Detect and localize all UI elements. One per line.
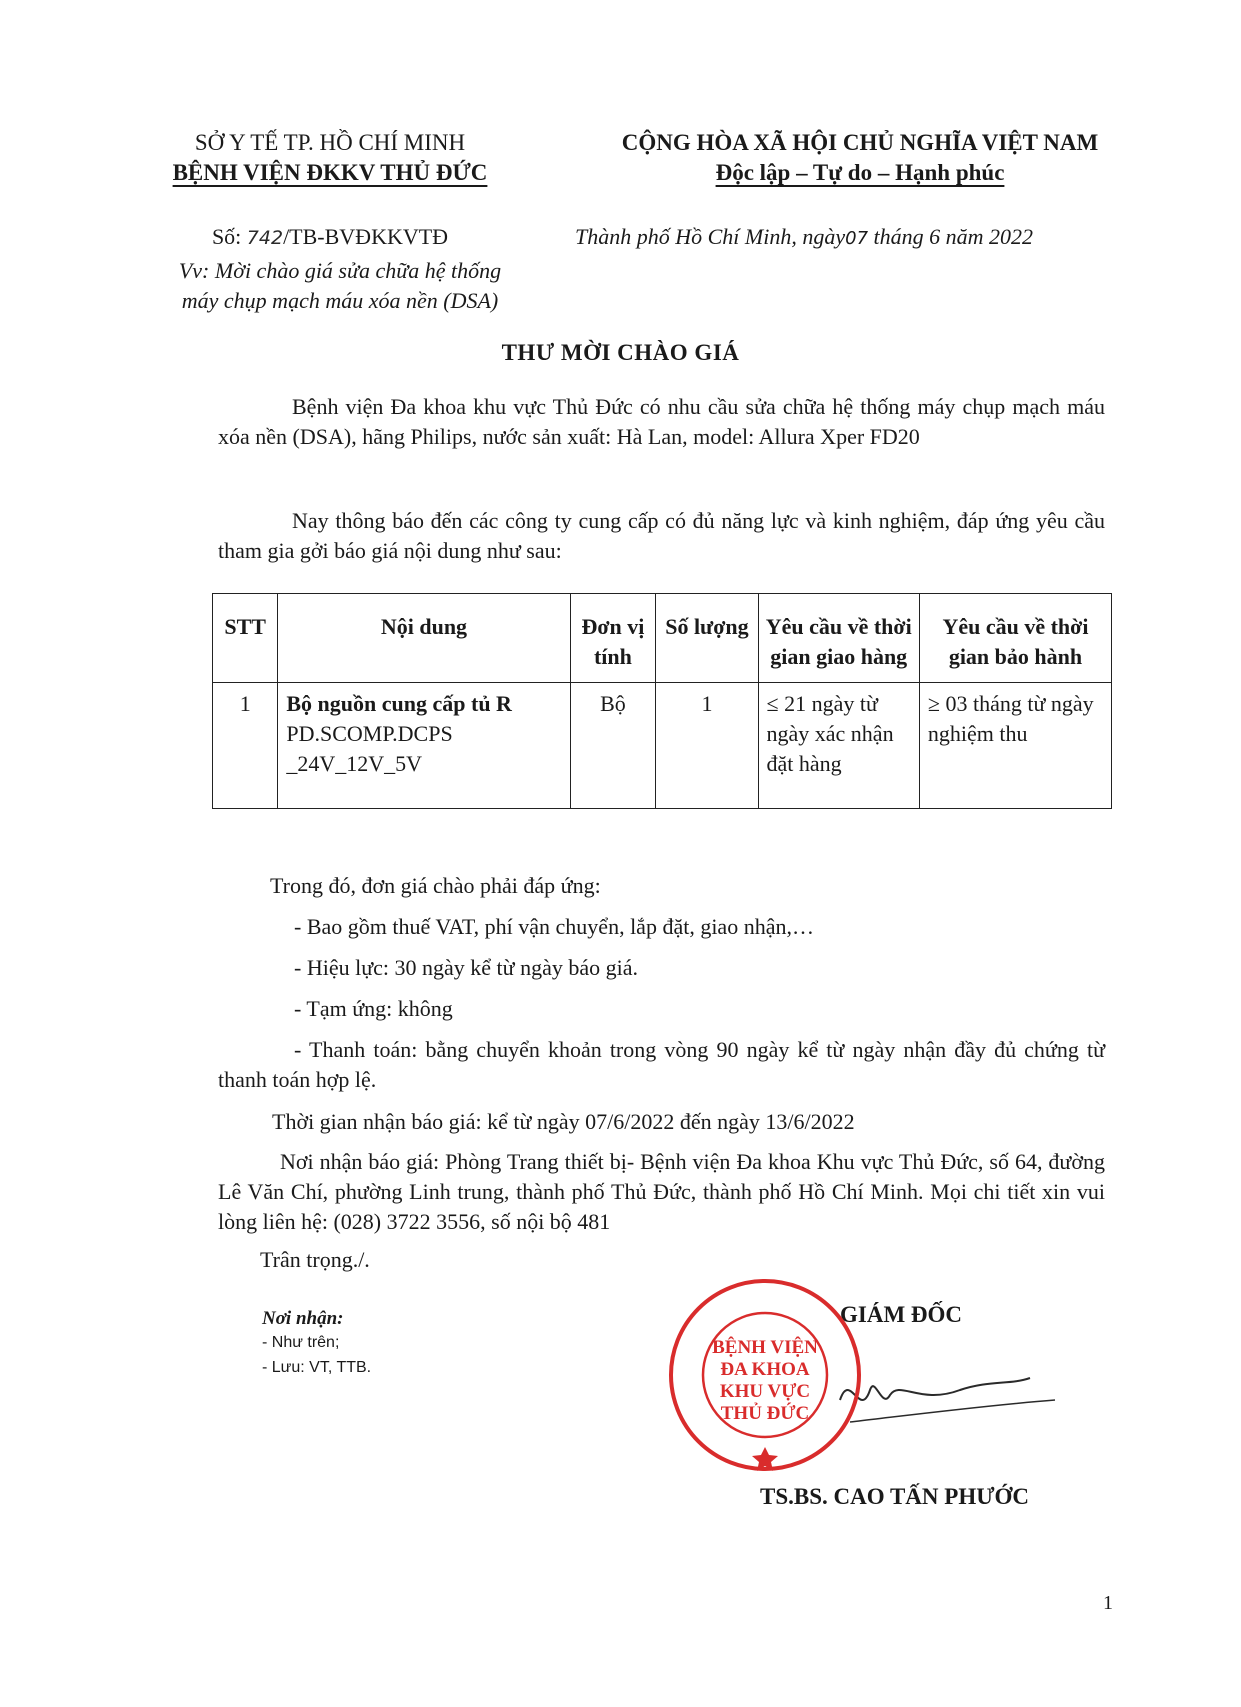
term-payment: - Thanh toán: bằng chuyển khoản trong vòng 90 ngày kể từ ngày nhận đầy đủ chứng từ thanh toán hợp lệ. <box>218 1037 1105 1092</box>
cell-warranty: ≥ 03 tháng từ ngày nghiệm thu <box>919 683 1111 809</box>
agency-header <box>120 128 540 188</box>
seal-line-1: BỆNH VIỆN <box>712 1337 818 1358</box>
seal-line-3: KHU VỰC <box>719 1381 811 1402</box>
seal-line-2: ĐA KHOA <box>720 1359 810 1380</box>
nation-name: CỘNG HÒA XÃ HỘI CHỦ NGHĨA VIỆT NAM <box>621 130 1099 155</box>
subject-line-1: Vv: Mời chào giá sửa chữa hệ thống <box>178 258 502 283</box>
nation-motto-text: Độc lập – Tự do – Hạnh phúc <box>715 160 1005 185</box>
subject-line-2: máy chụp mạch máu xóa nền (DSA) <box>181 288 499 313</box>
doc-number-handwritten: 742 <box>246 227 284 249</box>
document-date <box>575 222 1155 254</box>
intro-paragraph-1: Bệnh viện Đa khoa khu vực Thủ Đức có nhu cầu sửa chữa hệ thống máy chụp mạch máu xóa nền (DSA), hãng Philips, nước sản xuất: Hà Lan, model: Allura Xper FD20 <box>218 394 1105 449</box>
doc-number-code: /TB-BVĐKKVTĐ <box>283 224 449 249</box>
date-day-handwritten: 07 <box>845 228 869 249</box>
col-stt: STT <box>213 594 278 683</box>
doc-number-label: Số: <box>211 224 242 249</box>
cell-delivery: ≤ 21 ngày từ ngày xác nhận đặt hàng <box>758 683 919 809</box>
term-vat: - Bao gồm thuế VAT, phí vận chuyển, lắp đặt, giao nhận,… <box>294 914 814 939</box>
document-subject <box>120 256 560 316</box>
receive-time: Thời gian nhận báo giá: kể từ ngày 07/6/2022 đến ngày 13/6/2022 <box>272 1109 855 1134</box>
agency-name <box>120 158 540 188</box>
cell-qty: 1 <box>656 683 758 809</box>
national-header <box>560 128 1160 188</box>
item-name: Bộ nguồn cung cấp tủ R <box>286 691 512 716</box>
table-row <box>213 683 1112 809</box>
cell-stt: 1 <box>213 683 278 809</box>
col-delivery: Yêu cầu về thời gian giao hàng <box>758 594 919 683</box>
term-validity: - Hiệu lực: 30 ngày kể từ ngày báo giá. <box>294 955 638 980</box>
date-suffix: tháng 6 năm 2022 <box>873 224 1034 249</box>
document-title: THƯ MỜI CHÀO GIÁ <box>501 340 740 365</box>
recipients-label: Nơi nhận: <box>262 1308 344 1329</box>
agency-name-text: BỆNH VIỆN ĐKKV THỦ ĐỨC <box>172 160 488 185</box>
item-code: PD.SCOMP.DCPS _24V_12V_5V <box>286 721 453 776</box>
date-prefix: Thành phố Hồ Chí Minh, ngày <box>575 224 846 249</box>
signer-name: TS.BS. CAO TẤN PHƯỚC <box>760 1484 1030 1509</box>
col-qty: Số lượng <box>656 594 758 683</box>
nation-motto <box>560 158 1160 188</box>
seal-line-4: THỦ ĐỨC <box>720 1403 810 1424</box>
cell-unit: Bộ <box>570 683 656 809</box>
document-number <box>120 222 540 253</box>
quote-table <box>212 593 1112 809</box>
hospital-seal-icon <box>665 1275 865 1475</box>
terms-intro: Trong đó, đơn giá chào phải đáp ứng: <box>270 873 601 898</box>
cell-content <box>278 683 570 809</box>
recipient-2: - Lưu: VT, TTB. <box>262 1359 372 1376</box>
receive-place: Nơi nhận báo giá: Phòng Trang thiết bị- Bệnh viện Đa khoa Khu vực Thủ Đức, số 64, đường Lê Văn Chí, phường Linh trung, thành phố Thủ Đức, thành phố Hồ Chí Minh. Mọi chi tiết xin vui lòng liên hệ: (028) 3722 3556, số nội bộ 481 <box>218 1149 1105 1234</box>
agency-parent-name: SỞ Y TẾ TP. HỒ CHÍ MINH <box>194 130 466 155</box>
table-header-row <box>213 594 1112 683</box>
page-number: 1 <box>1103 1592 1113 1614</box>
col-content: Nội dung <box>278 594 570 683</box>
intro-paragraph-2: Nay thông báo đến các công ty cung cấp có đủ năng lực và kinh nghiệm, đáp ứng yêu cầu tham gia gởi báo giá nội dung như sau: <box>218 508 1105 563</box>
col-warranty: Yêu cầu về thời gian bảo hành <box>919 594 1111 683</box>
closing: Trân trọng./. <box>260 1247 370 1272</box>
signer-position: GIÁM ĐỐC <box>840 1302 963 1327</box>
recipient-1: - Như trên; <box>262 1334 340 1351</box>
term-advance: - Tạm ứng: không <box>294 996 453 1021</box>
col-unit: Đơn vị tính <box>570 594 656 683</box>
